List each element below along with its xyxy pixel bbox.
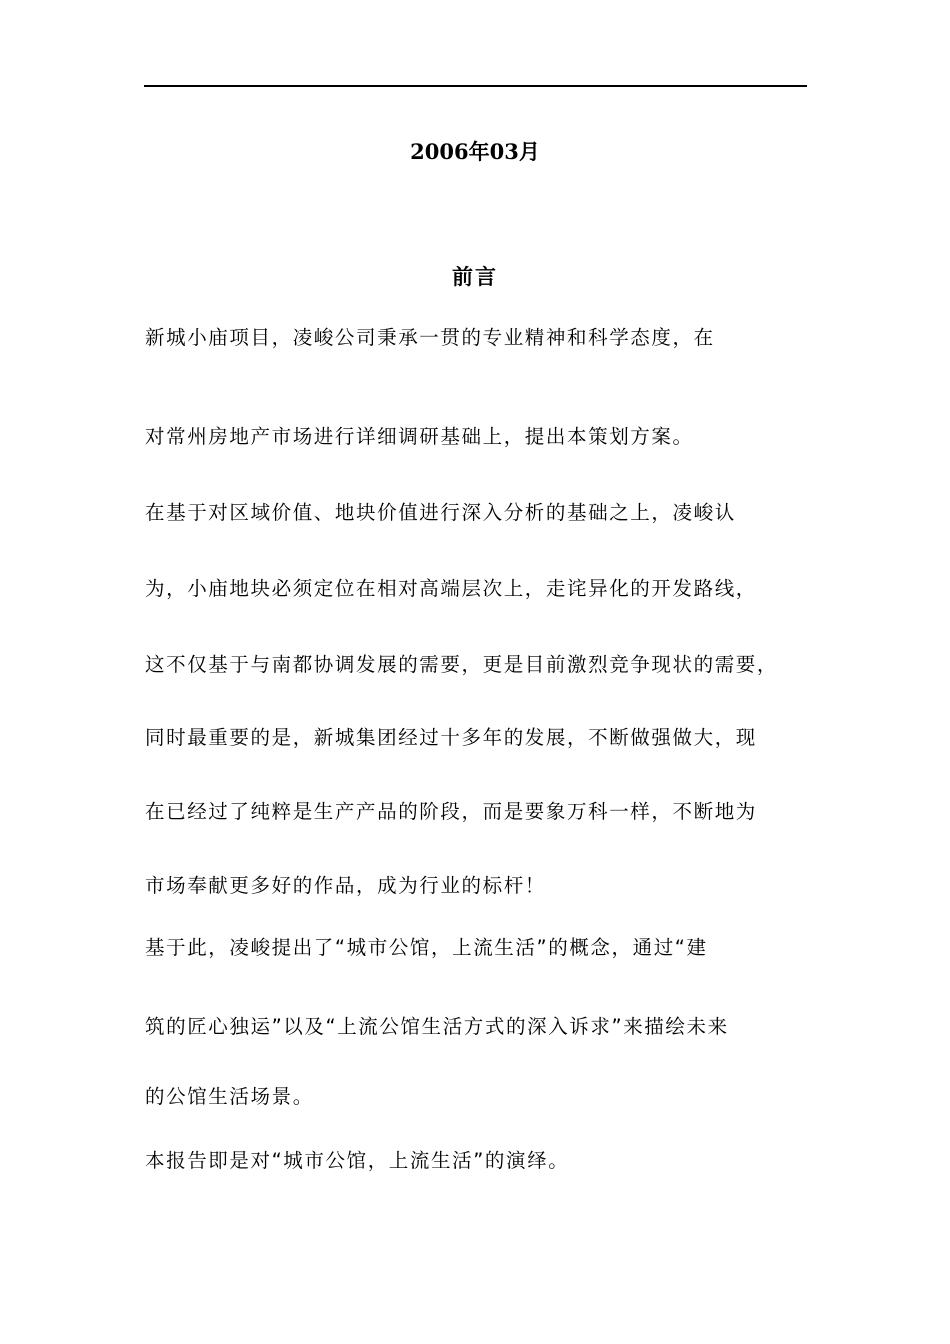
section-heading: 前言 (452, 265, 498, 289)
text-line: 这不仅基于与南都协调发展的需要，更是目前激烈竞争现状的需要， (145, 653, 779, 676)
text-line: 基于此，凌峻提出了“城市公馆，上流生活”的概念，通过“建 (145, 936, 708, 959)
text-line: 对常州房地产市场进行详细调研基础上，提出本策划方案。 (145, 425, 694, 448)
document-date: 2006年03月 (410, 139, 540, 164)
text-line: 市场奉献更多好的作品，成为行业的标杆！ (145, 874, 546, 897)
text-line: 同时最重要的是，新城集团经过十多年的发展，不断做强做大，现 (145, 726, 757, 749)
text-line: 在已经过了纯粹是生产产品的阶段，而是要象万科一样，不断地为 (145, 800, 757, 823)
text-line: 新城小庙项目，凌峻公司秉承一贯的专业精神和科学态度，在 (145, 326, 715, 349)
text-line: 本报告即是对“城市公馆，上流生活”的演绎。 (145, 1149, 570, 1172)
text-line: 筑的匠心独运”以及“上流公馆生活方式的深入诉求”来描绘未来 (145, 1015, 729, 1038)
text-line: 为，小庙地块必须定位在相对高端层次上，走诧异化的开发路线， (145, 577, 757, 600)
header-rule (144, 85, 807, 87)
text-line: 的公馆生活场景。 (145, 1085, 314, 1108)
text-line: 在基于对区域价值、地块价值进行深入分析的基础之上，凌峻认 (145, 501, 736, 524)
